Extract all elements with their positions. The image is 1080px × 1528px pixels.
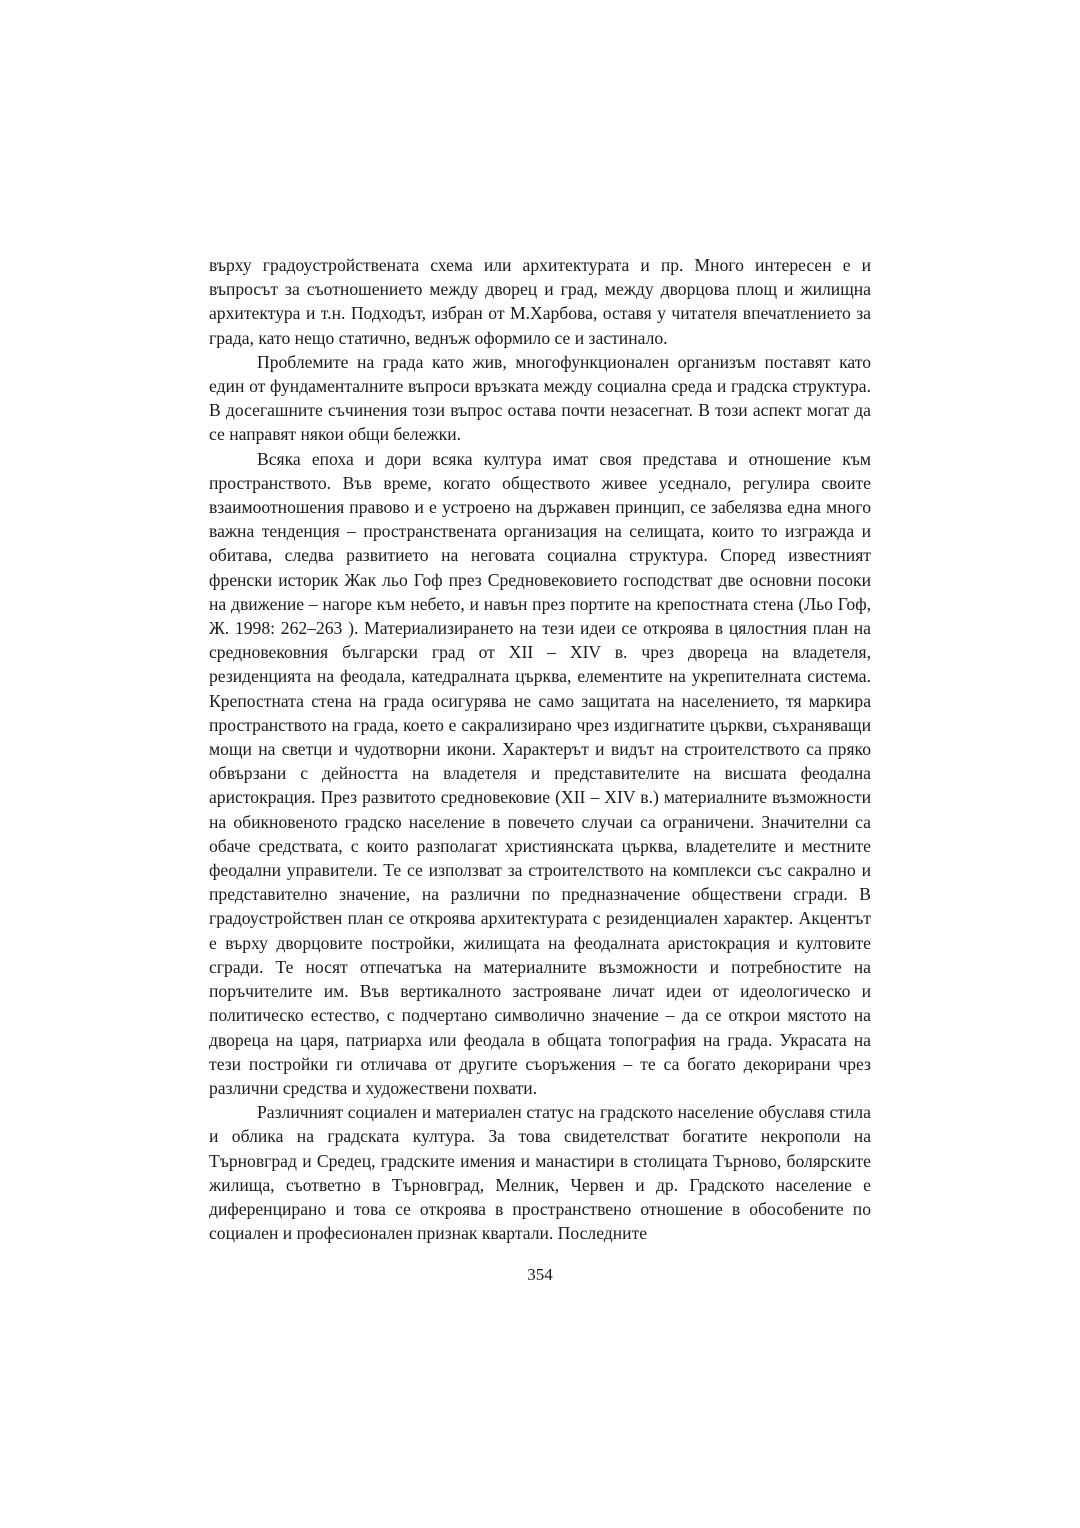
paragraph: Различният социален и материален статус на градското население обуславя стила и облика на градската култура. За това свидетелстват богатите некрополи на Търновград и Средец, градските имения и манастири в столицата Търново, болярските жилища, съответно в Търновград, Мелник, Червен и др. Градското население е диференцирано и това се откроява в пространствено отношение в обособените по социален и професионален признак квартали. Последните — [209, 1102, 871, 1244]
page-number: 354 — [527, 1265, 553, 1284]
paragraph: Проблемите на града като жив, многофункционален организъм поставят като един от фундаменталните въпроси връзката между социална среда и градска структура. В досегашните съчинения този въпрос остава почти незасегнат. В този аспект могат да се направят някои общи бележки. — [209, 351, 871, 445]
paragraph-continuation: върху градоустройствената схема или архитектурата и пр. Много интересен е и въпросът за съотношението между дворец и град, между дворцова площ и жилищна архитектура и т.н. Подходът, избран от М.Харбова, оставя у читателя впечатлението за града, като нещо статично, веднъж оформило се и застинало. — [209, 255, 871, 348]
paragraph: Всяка епоха и дори всяка култура имат своя представа и отношение към пространството. Във време, когато обществото живее уседнало, регулира своите взаимоотношения правово и е устроено на държавен принцип, се забелязва една много важна тенденция – пространствената организация на селищата, които то изгражда и обитава, следва развитието на неговата социална структура. Според известният френски историк Жак льо Гоф през Средновековието господстват две основни посоки на движение – нагоре към небето, и навън през портите на крепостната стена (Льо Гоф, Ж. 1998: 262–263 ). Материализирането на тези идеи се откроява в цялостния план на средновековния български град от XII – XIV в. чрез двореца на владетеля, резиденцията на феодала, катедралната църква, елементите на укрепителната система. Крепостната стена на града осигурява не само защитата на населението, тя маркира пространството на града, което е сакрализирано чрез издигнатите църкви, съхраняващи мощи на светци и чудотворни икони. Характерът и видът на строителството са пряко обвързани с дейността на владетеля и представителите на висшата феодална аристокрация. През развитото средновековие (XII – XIV в.) материалните възможности на обикновеното градско население в повечето случаи са ограничени. Значителни са обаче средствата, с които разполагат християнската църква, владетелите и местните феодални управители. Те се използват за строителството на комплекси със сакрално и представително значение, на различни по предназначение обществени сгради. В градоустройствен план се откроява архитектурата с резиденциален характер. Акцентът е върху дворцовите постройки, жилищата на феодалната аристокрация и култовите сгради. Те носят отпечатъка на материалните възможности и потребностите на поръчителите им. Във вертикалното застрояване личат идеи от идеологическо и политическо естество, с подчертано символично значение – да се открои мястото на двореца на царя, патриарха или феодала в общата топография на града. Украсата на тези постройки ги отличава от другите съоръжения – те са богато декорирани чрез различни средства и художествени похвати. — [209, 448, 871, 1098]
body-text — [209, 253, 871, 1245]
